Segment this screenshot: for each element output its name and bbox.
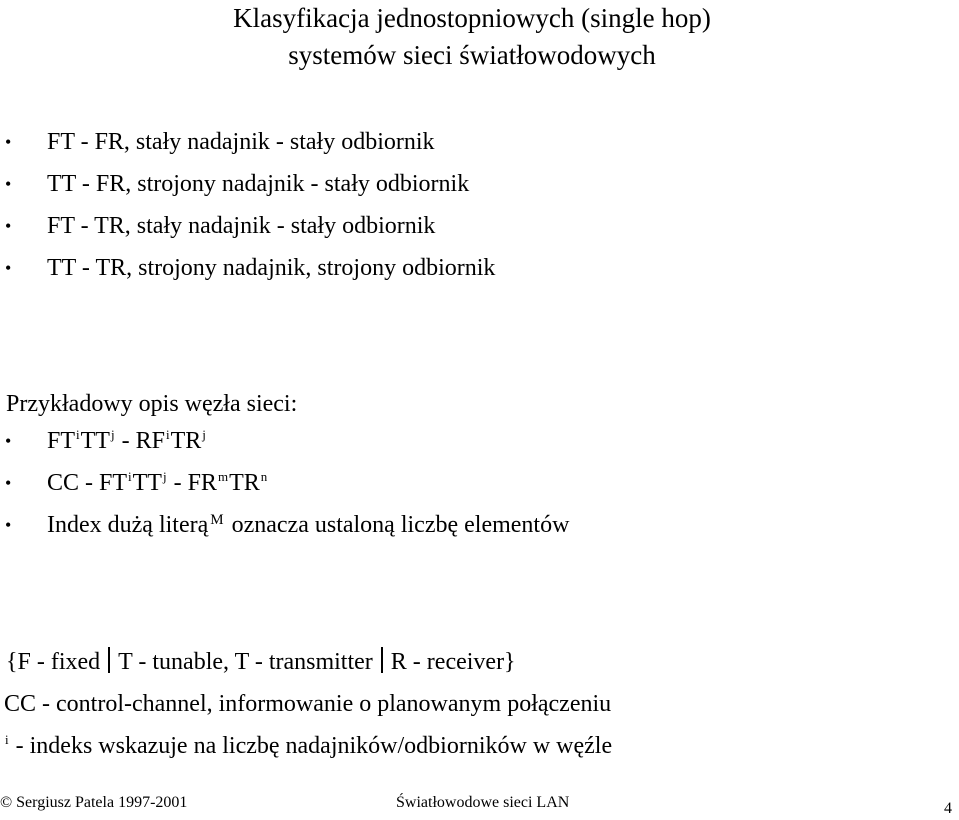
footer-course: Światłowodowe sieci LAN (396, 794, 570, 811)
formula-sup: i (165, 427, 170, 442)
example-heading: Przykładowy opis węzła sieci: (6, 391, 298, 417)
formula-part: TT (80, 428, 110, 454)
formula-part: FT (47, 428, 76, 454)
formula-part: CC - FT (47, 470, 128, 496)
title-line-1: Klasyfikacja jednostopniowych (single hop) (233, 3, 711, 33)
bullet-icon: • (5, 431, 12, 451)
formula-part: - FR (167, 470, 217, 496)
formula-part: TT (132, 470, 162, 496)
index-definition (4, 726, 612, 769)
legend-receiver: R - receiver} (390, 649, 516, 675)
index-note (47, 504, 569, 549)
cc-definition: CC - control-channel, informowanie o planowanym połączeniu (4, 691, 612, 717)
formula-sup: j (110, 427, 115, 442)
bullet-icon: • (5, 473, 12, 493)
index-note-text: Index dużą literą (47, 512, 209, 538)
formula-sup: j (162, 469, 167, 484)
slide-title (0, 0, 944, 74)
bullet-icon: • (5, 258, 12, 278)
index-note-text: oznacza ustaloną liczbę elementów (225, 512, 570, 538)
index-note-sup: M (210, 512, 224, 528)
list-item-text: TT - FR, strojony nadajnik - stały odbiornik (47, 171, 470, 197)
legend-line (6, 642, 516, 682)
formula-sup: j (202, 427, 206, 442)
index-sup: i (5, 732, 9, 747)
formula-part: TR (170, 428, 202, 454)
separator-bar (108, 647, 110, 673)
bullet-icon: • (5, 515, 12, 535)
title-line-2: systemów sieci światłowodowych (288, 40, 656, 70)
formula-part: - RF (115, 428, 165, 454)
bullet-icon: • (5, 174, 12, 194)
formula-2 (47, 462, 268, 507)
separator-bar (381, 647, 383, 673)
legend-fixed: {F - fixed (6, 649, 101, 675)
index-definition-text: - indeks wskazuje na liczbę nadajników/odbiorników w węźle (9, 733, 613, 759)
list-item-text: FT - FR, stały nadajnik - stały odbiornik (47, 129, 435, 155)
formula-1 (47, 420, 207, 465)
formula-sup: i (128, 469, 132, 484)
bullet-icon: • (5, 216, 12, 236)
bullet-icon: • (5, 132, 12, 152)
formula-part: TR (229, 470, 260, 496)
list-item-text: FT - TR, stały nadajnik - stały odbiornik (47, 213, 436, 239)
list-item-text: TT - TR, strojony nadajnik, strojony odbiornik (47, 255, 496, 281)
formula-sup: i (76, 427, 80, 442)
footer-copyright: © Sergiusz Patela 1997-2001 (0, 794, 188, 811)
formula-sup: m (217, 469, 229, 484)
legend-tunable: T - tunable, T - transmitter (118, 649, 373, 675)
formula-sup: n (260, 469, 268, 484)
footer-page-number: 4 (944, 800, 952, 817)
